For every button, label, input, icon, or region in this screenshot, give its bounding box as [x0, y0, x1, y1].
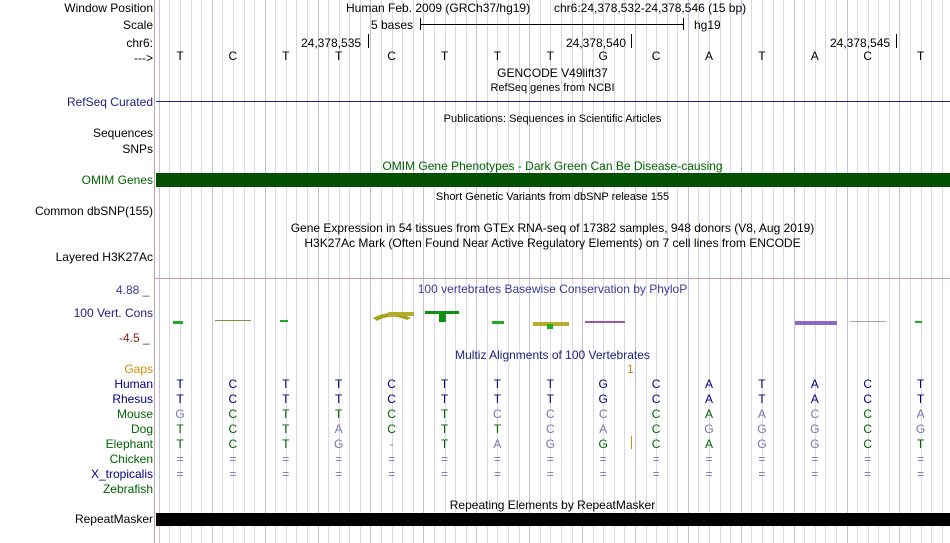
cons-mark-2: [215, 320, 251, 321]
aligned-base: A: [334, 422, 343, 436]
aligned-base: A: [704, 392, 713, 406]
omim-title: OMIM Gene Phenotypes - Dark Green Can Be Disease-causing: [382, 159, 723, 173]
aligned-base: =: [546, 452, 554, 466]
aligned-base: T: [282, 407, 290, 421]
aligned-base: T: [440, 377, 449, 391]
cons-mark-7: [585, 321, 625, 323]
aligned-base: T: [546, 377, 554, 391]
aligned-base: =: [811, 452, 819, 466]
aligned-base: G: [175, 407, 185, 421]
coord-tick-1: [368, 34, 369, 48]
aligned-base: =: [282, 467, 290, 481]
phylop-min: -4.5 _: [119, 331, 150, 345]
omim-label[interactable]: OMIM Genes: [81, 173, 153, 187]
cons-logo-c-fill: [388, 312, 414, 316]
aligned-base: A: [704, 377, 713, 391]
reference-base: T: [282, 49, 290, 63]
refseq-subtitle: RefSeq genes from NCBI: [490, 82, 615, 94]
aligned-base: C: [651, 437, 661, 451]
aligned-base: T: [282, 392, 290, 406]
cons-logo-t-stem: [439, 311, 446, 322]
aligned-base: T: [916, 377, 925, 391]
coord-3: 24,378,545: [830, 36, 891, 50]
aligned-base: T: [493, 377, 502, 391]
aligned-base: -: [389, 437, 394, 451]
aligned-base: =: [758, 467, 766, 481]
cons-mark-1: [173, 321, 183, 324]
repeat-bar[interactable]: [156, 513, 950, 526]
aligned-base: T: [282, 377, 290, 391]
aligned-base: =: [440, 452, 448, 466]
aligned-base: C: [228, 407, 238, 421]
aligned-base: =: [440, 467, 448, 481]
reference-base: T: [758, 49, 766, 63]
gaps-label[interactable]: Gaps: [124, 362, 153, 376]
aligned-base: T: [916, 437, 925, 451]
aligned-base: C: [651, 407, 661, 421]
aligned-base: G: [598, 437, 608, 451]
aligned-base: =: [335, 467, 343, 481]
reference-base: T: [493, 49, 502, 63]
aligned-base: C: [651, 422, 661, 436]
aligned-base: C: [598, 407, 608, 421]
aligned-base: =: [652, 467, 660, 481]
species-label[interactable]: Mouse: [116, 407, 153, 421]
aligned-base: C: [228, 437, 238, 451]
reference-base: T: [176, 49, 184, 63]
reference-base: C: [228, 49, 238, 63]
phylop-label[interactable]: 100 Vert. Cons: [73, 306, 153, 320]
aligned-base: =: [705, 452, 713, 466]
scale-bases: 5 bases: [371, 18, 414, 32]
reference-base: A: [704, 49, 713, 63]
aligned-base: T: [176, 422, 184, 436]
publications-title: Publications: Sequences in Scientific Articles: [443, 113, 662, 125]
aligned-base: A: [599, 422, 608, 436]
aligned-base: =: [652, 452, 660, 466]
aligned-base: T: [176, 377, 184, 391]
aligned-base: T: [282, 422, 290, 436]
aligned-base: =: [864, 452, 872, 466]
aligned-base: =: [811, 467, 819, 481]
aligned-base: =: [493, 452, 501, 466]
omim-bar[interactable]: [156, 173, 950, 187]
assembly-title: Human Feb. 2009 (GRCh37/hg19): [346, 1, 531, 15]
phylop-max: 4.88 _: [116, 283, 150, 297]
scale-db: hg19: [694, 18, 721, 32]
aligned-base: =: [229, 452, 237, 466]
chrom-label: chr6:: [126, 36, 153, 50]
sequences-label[interactable]: Sequences: [92, 126, 153, 140]
cons-mark-4: [492, 321, 504, 324]
cons-mark-3: [280, 320, 288, 322]
reference-base: C: [651, 49, 661, 63]
aligned-base: C: [545, 407, 555, 421]
reference-base: G: [598, 49, 608, 63]
aligned-base: G: [757, 422, 767, 436]
reference-base: T: [440, 49, 449, 63]
refseq-line[interactable]: [156, 101, 950, 102]
repeat-title: Repeating Elements by RepeatMasker: [449, 498, 656, 512]
scale-label: Scale: [122, 18, 153, 32]
aligned-base: C: [387, 392, 396, 406]
aligned-base: T: [440, 392, 449, 406]
aligned-base: G: [810, 437, 820, 451]
gap-count: 1: [627, 362, 634, 376]
aligned-base: G: [704, 422, 714, 436]
aligned-base: T: [758, 392, 766, 406]
aligned-base: A: [810, 392, 819, 406]
scale-bar: [420, 18, 684, 30]
aligned-base: T: [493, 422, 502, 436]
aligned-base: C: [387, 407, 396, 421]
snps-label[interactable]: SNPs: [122, 142, 153, 156]
aligned-base: G: [915, 422, 926, 436]
aligned-base: C: [651, 377, 661, 391]
cons-mark-8: [795, 321, 837, 325]
aligned-base: T: [493, 392, 502, 406]
aligned-base: =: [388, 452, 396, 466]
h3k27-label[interactable]: Layered H3K27Ac: [55, 250, 153, 264]
aligned-base: =: [599, 452, 607, 466]
phylop-title: 100 vertebrates Basewise Conservation by PhyloP: [417, 282, 688, 296]
aligned-base: =: [335, 452, 343, 466]
aligned-base: G: [598, 392, 608, 406]
phylop-plot: [155, 300, 950, 340]
aligned-base: A: [704, 437, 713, 451]
species-label[interactable]: Chicken: [109, 452, 153, 466]
aligned-base: T: [282, 437, 290, 451]
multiz-title: Multiz Alignments of 100 Vertebrates: [455, 348, 650, 362]
aligned-base: T: [440, 422, 449, 436]
reference-base: C: [863, 49, 873, 63]
aligned-base: C: [863, 437, 873, 451]
track-separator: [155, 278, 950, 279]
coord-1: 24,378,535: [301, 36, 362, 50]
aligned-base: C: [228, 422, 238, 436]
aligned-base: T: [176, 392, 184, 406]
reference-base: A: [810, 49, 819, 63]
cons-mark-9: [850, 321, 886, 322]
gencode-title: GENCODE V49lift37: [497, 66, 608, 80]
species-label[interactable]: Human: [114, 377, 153, 391]
aligned-base: C: [863, 422, 873, 436]
position-range[interactable]: chr6:24,378,532-24,378,546 (15 bp): [554, 1, 747, 15]
aligned-base: T: [440, 407, 449, 421]
aligned-base: G: [810, 422, 820, 436]
aligned-base: C: [228, 392, 238, 406]
aligned-base: T: [758, 377, 766, 391]
aligned-base: G: [334, 437, 344, 451]
species-label[interactable]: Dog: [130, 422, 153, 436]
aligned-base: A: [704, 407, 713, 421]
aligned-base: =: [917, 452, 925, 466]
aligned-base: T: [335, 407, 343, 421]
aligned-base: =: [282, 452, 290, 466]
aligned-base: =: [493, 467, 501, 481]
cons-mark-10: [915, 321, 922, 323]
aligned-base: C: [493, 407, 502, 421]
aligned-base: A: [493, 437, 502, 451]
aligned-base: C: [863, 377, 873, 391]
aligned-base: C: [863, 392, 873, 406]
aligned-base: C: [651, 392, 661, 406]
aligned-base: C: [387, 377, 396, 391]
reference-base: C: [387, 49, 396, 63]
aligned-base: C: [810, 407, 820, 421]
gtex-title: Gene Expression in 54 tissues from GTEx RNA-seq of 17382 samples, 948 donors (V8, Aug 2019): [290, 221, 815, 235]
coord-2: 24,378,540: [566, 36, 627, 50]
aligned-base: C: [545, 422, 555, 436]
aligned-base: G: [545, 437, 555, 451]
aligned-base: =: [176, 467, 184, 481]
aligned-base: T: [335, 392, 343, 406]
species-label[interactable]: Elephant: [105, 437, 153, 451]
aligned-base: =: [546, 467, 554, 481]
aligned-base: T: [440, 437, 449, 451]
aligned-base: T: [916, 392, 925, 406]
aligned-base: =: [705, 467, 713, 481]
aligned-base: T: [335, 377, 343, 391]
aligned-base: =: [864, 467, 872, 481]
aligned-base: A: [757, 407, 766, 421]
h3k27-title: H3K27Ac Mark (Often Found Near Active Regulatory Elements) on 7 cell lines from ENCODE: [304, 236, 801, 250]
aligned-base: =: [599, 467, 607, 481]
reference-base: T: [335, 49, 343, 63]
aligned-base: =: [229, 467, 237, 481]
aligned-base: G: [757, 437, 767, 451]
species-label[interactable]: Zebrafish: [102, 482, 153, 496]
aligned-base: =: [176, 452, 184, 466]
aligned-base: =: [758, 452, 766, 466]
dbsnp-label[interactable]: Common dbSNP(155): [34, 204, 153, 218]
aligned-base: C: [863, 407, 873, 421]
aligned-base: G: [598, 377, 608, 391]
aligned-base: C: [387, 422, 396, 436]
aligned-base: T: [546, 392, 554, 406]
reference-base: T: [546, 49, 554, 63]
coord-tick-3: [896, 34, 897, 48]
cons-mark-6: [547, 324, 553, 329]
dbsnp-title: Short Genetic Variants from dbSNP release 155: [435, 191, 670, 203]
aligned-base: A: [916, 407, 925, 421]
gap-marker: [631, 436, 632, 449]
repeat-label[interactable]: RepeatMasker: [74, 512, 153, 526]
aligned-base: =: [917, 467, 925, 481]
refseq-label[interactable]: RefSeq Curated: [66, 95, 153, 109]
aligned-base: =: [388, 467, 396, 481]
coord-tick-2: [631, 34, 632, 48]
aligned-base: A: [810, 377, 819, 391]
strand-label: --->: [134, 51, 153, 65]
reference-base: T: [916, 49, 925, 63]
base-sequence: [0, 49, 950, 63]
aligned-base: T: [176, 437, 184, 451]
species-label[interactable]: X_tropicalis: [90, 467, 153, 481]
aligned-base: C: [228, 377, 238, 391]
window-position-label: Window Position: [64, 1, 153, 15]
species-label[interactable]: Rhesus: [112, 392, 153, 406]
